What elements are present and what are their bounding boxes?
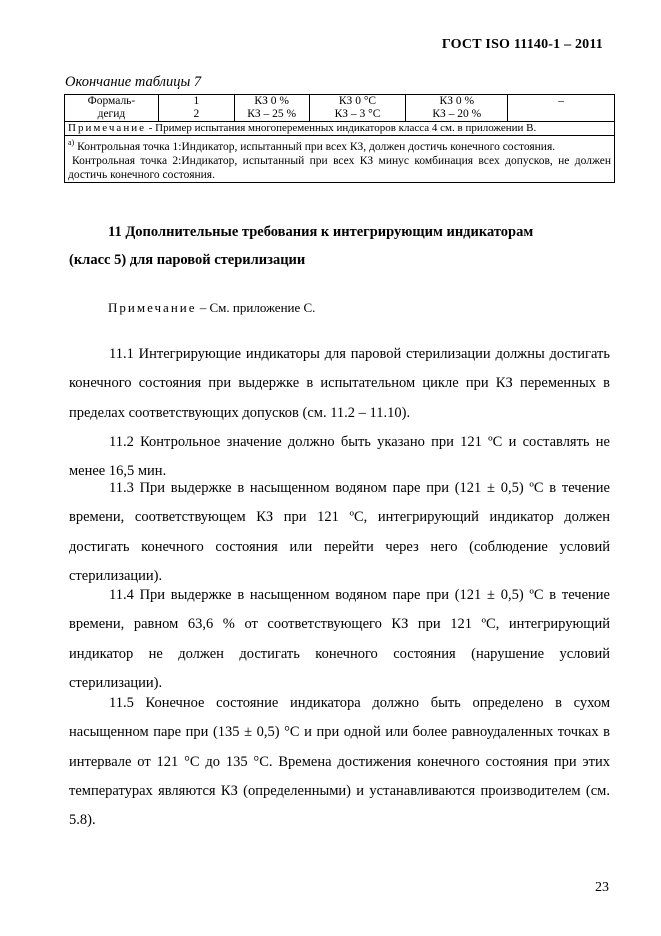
- section-note: [108, 300, 315, 316]
- table-cell-point: 1 2: [158, 95, 234, 122]
- table-note: [65, 122, 615, 136]
- paragraph-11-3: 11.3 При выдержке в насыщенном водяном паре при (121 ± 0,5) ºС в течение времени, соответствующем КЗ при 121 ºС, интегрирующий индикатор должен достигать конечного состояния или перейти через него (соблюдение условий стерилизации).: [69, 480, 610, 584]
- document-header: ГОСТ ISO 11140-1 – 2011: [441, 37, 603, 52]
- table-cell-name: Формаль- дегид: [65, 95, 159, 122]
- paragraph-11-5: 11.5 Конечное состояние индикатора должно быть определено в сухом насыщенном паре при (135 ± 0,5) °С и при одной или более равноудаленных точках в интервале от 121 °С до 135 °С. Времена достижения конечного состояния при этих температурах являются КЗ (определенными) и устанавливаются производителем (см. 5.8).: [69, 695, 610, 829]
- table-note-row: [65, 122, 615, 136]
- section-heading-line-1: 11 Дополнительные требования к интегрирующим индикаторам: [108, 224, 534, 240]
- paragraph-11-2: 11.2 Контрольное значение должно быть указано при 121 ºС и составлять не менее 16,5 мин.: [69, 434, 610, 480]
- table-note-label: Примечание: [68, 122, 146, 134]
- table-cell-value-4: –: [508, 95, 615, 122]
- section-note-label: Примечание: [108, 300, 197, 315]
- footnote-marker: а): [68, 138, 75, 147]
- table-cell-value-1: КЗ 0 % КЗ – 25 %: [234, 95, 309, 122]
- table-footnote: [65, 136, 615, 183]
- table-row: [65, 95, 615, 122]
- table-note-text: - Пример испытания многопеременных индикаторов класса 4 см. в приложении В.: [145, 122, 537, 134]
- table-7-continuation: [64, 94, 615, 183]
- section-note-text: – См. приложение С.: [196, 300, 316, 315]
- paragraph-11-1: 11.1 Интегрирующие индикаторы для паровой стерилизации должны достигать конечного состояния при выдержке в испытательном цикле при КЗ переменных в пределах соответствующих допусков (см. 11.2 – 11.10).: [69, 346, 610, 421]
- table-caption: Окончание таблицы 7: [65, 74, 202, 90]
- table-footnote-row: [65, 136, 615, 183]
- table-cell-value-2: КЗ 0 °C КЗ – 3 °C: [309, 95, 406, 122]
- footnote-1: Контрольная точка 1:Индикатор, испытанный при всех КЗ, должен достичь конечного состояния.: [74, 140, 556, 153]
- page-number: 23: [595, 880, 609, 895]
- table-cell-value-3: КЗ 0 % КЗ – 20 %: [406, 95, 508, 122]
- footnote-2: Контрольная точка 2:Индикатор, испытанный при всех КЗ минус комбинация всех допусков, не должен достичь конечного состояния.: [68, 154, 611, 181]
- paragraph-11-4: 11.4 При выдержке в насыщенном водяном паре при (121 ± 0,5) ºС в течение времени, равном 63,6 % от соответствующего КЗ при 121 ºС, интегрирующий индикатор не должен достигать конечного состояния (нарушение условий стерилизации).: [69, 587, 610, 691]
- section-heading-line-2: (класс 5) для паровой стерилизации: [69, 252, 306, 268]
